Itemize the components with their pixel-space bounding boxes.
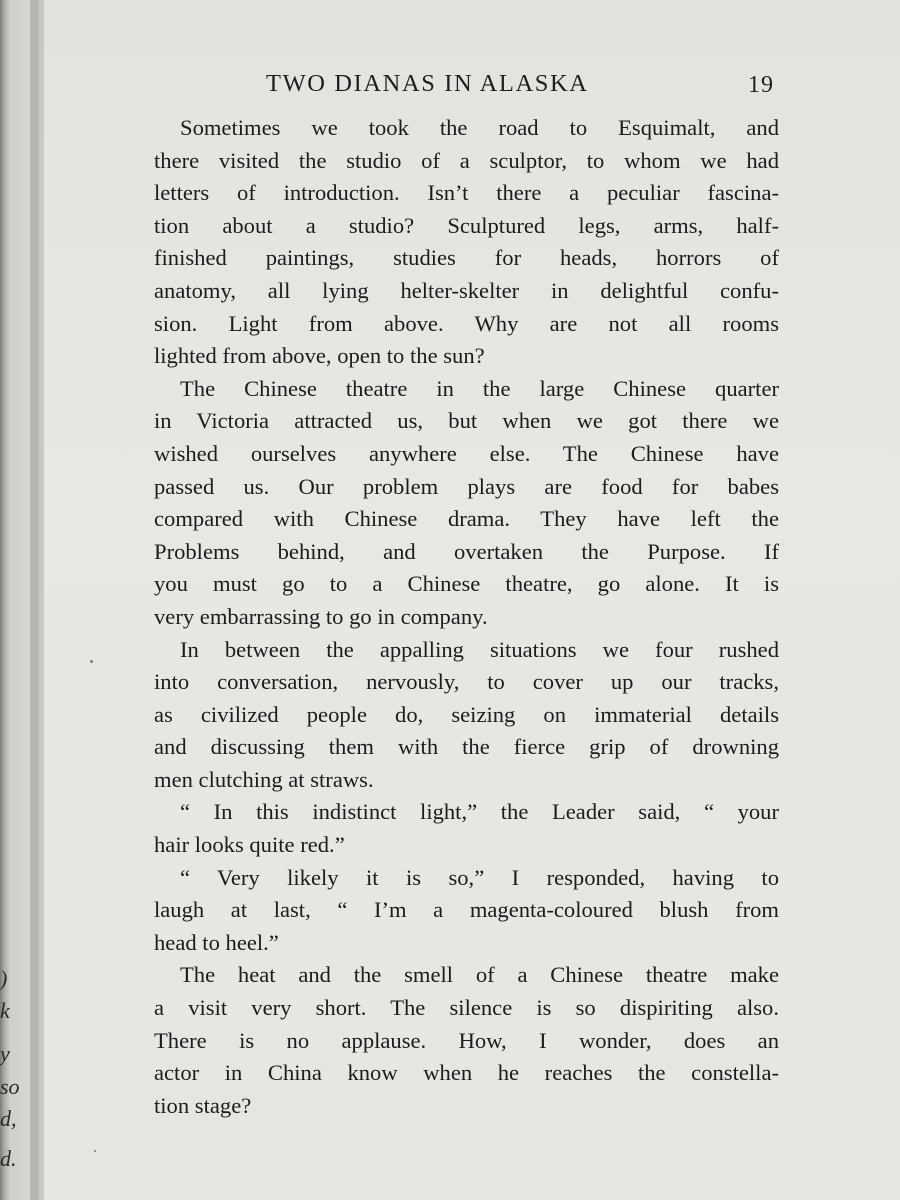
book-page: [44, 0, 900, 1200]
running-title: TWO DIANAS IN ALASKA: [266, 70, 589, 97]
paper-speck: [90, 660, 93, 663]
text-line: The Chinese theatre in the large Chinese quarter: [180, 375, 779, 401]
paragraph: [154, 634, 779, 797]
body-text: [154, 112, 779, 1122]
text-line: There is no applause. How, I wonder, does an: [154, 1027, 779, 1053]
text-line: finished paintings, studies for heads, horrors of: [154, 245, 779, 271]
text-line: men clutching at straws.: [154, 766, 374, 792]
margin-fragment: so: [0, 1074, 20, 1099]
text-line: tion about a studio? Sculptured legs, arms, half-: [154, 212, 779, 238]
text-line: anatomy, all lying helter-skelter in delightful confu-: [154, 277, 779, 303]
text-line: Problems behind, and overtaken the Purpose. If: [154, 538, 779, 564]
margin-fragment: ): [0, 966, 8, 991]
text-line: Sometimes we took the road to Esquimalt, and: [180, 115, 779, 140]
margin-fragment: d,: [0, 1106, 17, 1131]
page-number: 19: [748, 72, 774, 98]
text-line: compared with Chinese drama. They have left the: [154, 506, 779, 532]
paragraph: [154, 373, 779, 634]
text-line: letters of introduction. Isn’t there a peculiar fascina-: [154, 180, 779, 206]
text-line: “ Very likely it is so,” I responded, having to: [180, 864, 779, 890]
text-line: sion. Light from above. Why are not all rooms: [154, 310, 779, 336]
margin-fragment: k: [0, 998, 10, 1023]
paragraph: [154, 959, 779, 1122]
text-line: wished ourselves anywhere else. The Chinese have: [154, 440, 779, 466]
text-line: hair looks quite red.”: [154, 832, 345, 858]
text-line: as civilized people do, seizing on immaterial details: [154, 701, 779, 727]
text-line: you must go to a Chinese theatre, go alone. It is: [154, 571, 779, 597]
text-line: “ In this indistinct light,” the Leader said, “ your: [180, 799, 779, 825]
text-line: in Victoria attracted us, but when we got there we: [154, 408, 779, 434]
text-line: and discussing them with the fierce grip of drowning: [154, 734, 779, 760]
paragraph: [154, 796, 779, 861]
text-line: lighted from above, open to the sun?: [154, 343, 485, 369]
text-line: The heat and the smell of a Chinese theatre make: [180, 962, 779, 988]
text-line: laugh at last, “ I’m a magenta-coloured blush from: [154, 897, 779, 923]
paragraph: [154, 862, 779, 960]
paragraph: [154, 112, 779, 373]
paper-speck: [94, 1150, 96, 1152]
text-line: into conversation, nervously, to cover up our tracks,: [154, 669, 779, 695]
margin-fragment: y: [0, 1041, 10, 1066]
text-line: there visited the studio of a sculptor, to whom we had: [154, 147, 779, 173]
text-line: actor in China know when he reaches the constella-: [154, 1060, 779, 1086]
text-line: tion stage?: [154, 1092, 252, 1118]
text-line: In between the appalling situations we four rushed: [180, 636, 779, 662]
text-line: very embarrassing to go in company.: [154, 603, 488, 629]
text-line: head to heel.”: [154, 929, 279, 955]
text-line: a visit very short. The silence is so dispiriting also.: [154, 995, 779, 1021]
text-line: passed us. Our problem plays are food for babes: [154, 473, 779, 499]
page-header: [224, 70, 784, 104]
margin-fragment: d.: [0, 1146, 17, 1171]
